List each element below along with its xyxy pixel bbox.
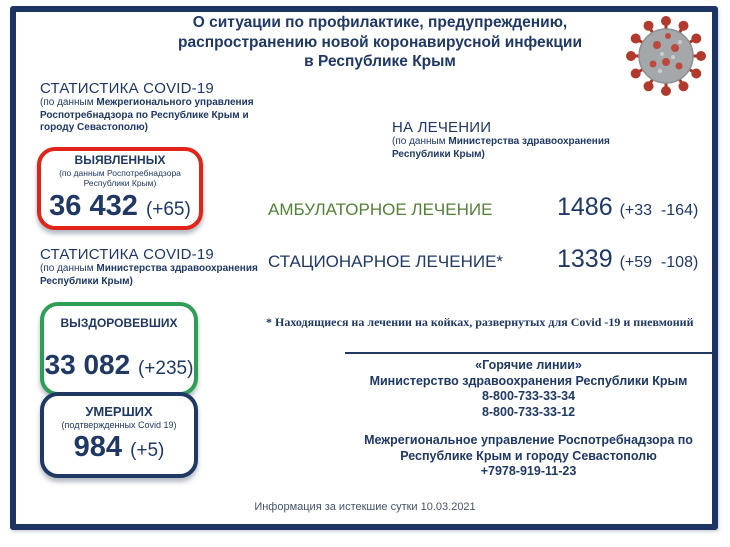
hotline-rospotreb-phone1: +7978-919-11-23 <box>480 464 577 478</box>
treatment-heading: НА ЛЕЧЕНИИ <box>392 119 492 136</box>
card-detected <box>37 147 203 230</box>
treatment-sub-prefix: (по данным <box>392 136 449 147</box>
stats2-heading: СТАТИСТИКА COVID-19 <box>40 246 214 263</box>
card-recovered-title: ВЫЗДОРОВЕВШИХ <box>60 316 178 330</box>
page-title-line3: в Республике Крым <box>304 53 456 70</box>
stats1-heading: СТАТИСТИКА COVID-19 <box>40 80 214 97</box>
card-detected-subtitle: (по данным Роспотребнадзора Республики Крым) <box>59 167 181 188</box>
stationary-label: СТАЦИОНАРНОЕ ЛЕЧЕНИЕ* <box>268 252 504 271</box>
card-detected-delta: (+65) <box>145 198 191 220</box>
stats1-sub-source: Межрегионального управления Роспотребнадзора по Республике Крым и городу Севастополю) <box>40 97 254 133</box>
hotline-minzdrav-name: Министерство здравоохранения Республики Крым <box>369 373 688 388</box>
coronavirus-icon <box>624 14 708 98</box>
stats2-subtitle <box>40 263 258 288</box>
hotlines-gap <box>345 420 712 433</box>
hotlines-title: «Горячие линии» <box>475 358 582 372</box>
ambulatory-value: 1486 (+33 -164) <box>557 193 699 221</box>
page-title-line2: распространению новой коронавирусной инфекции <box>178 33 582 51</box>
stationary-delta: (+59 -108) <box>619 254 699 271</box>
card-recovered <box>40 302 198 396</box>
stats1-sub-prefix: (по данным <box>40 97 97 108</box>
hotline-minzdrav-phone2: 8-800-733-33-12 <box>481 404 576 419</box>
card-deceased-subtitle: (подтвержденных Covid 19) <box>61 419 177 430</box>
ambulatory-delta: (+33 -164) <box>619 202 699 219</box>
hotline-rospotreb-name: Межрегиональное управление Роспотребнадзора по Республике Крым и городу Севастополю <box>364 433 693 463</box>
card-deceased <box>40 392 198 478</box>
stationary-value: 1339 (+59 -108) <box>557 245 699 273</box>
hotlines-block <box>345 358 712 480</box>
treatment-sub-source: Министерства здравоохранения Республики Крым) <box>392 136 610 160</box>
card-recovered-value: 33 082 (+235) <box>44 349 194 380</box>
footer-date: Информация за истекшие сутки 10.03.2021 <box>254 501 476 513</box>
ambulatory-label: АМБУЛАТОРНОЕ ЛЕЧЕНИЕ <box>268 200 493 219</box>
stats2-sub-source: Министерства здравоохранения Республики Крым) <box>40 263 258 287</box>
card-deceased-delta: (+5) <box>130 440 165 462</box>
stats1-subtitle <box>40 97 258 135</box>
card-detected-title: ВЫЯВЛЕННЫХ <box>74 152 166 167</box>
card-recovered-delta: (+235) <box>137 358 194 379</box>
hotline-minzdrav-phone1: 8-800-733-33-34 <box>481 389 576 403</box>
page-title <box>140 13 620 72</box>
treatment-subtitle <box>392 136 652 161</box>
treatment-footnote: * Находящиеся на лечении на койках, развернутых для Covid -19 и пневмоний <box>266 315 694 329</box>
card-deceased-value: 984 (+5) <box>73 431 165 464</box>
page-title-line1: О ситуации по профилактике, предупреждению, <box>192 14 568 31</box>
stats2-sub-prefix: (по данным <box>40 263 97 274</box>
card-deceased-title: УМЕРШИХ <box>85 403 153 419</box>
hotlines-divider <box>345 352 712 354</box>
card-detected-value: 36 432 (+65) <box>49 189 191 222</box>
